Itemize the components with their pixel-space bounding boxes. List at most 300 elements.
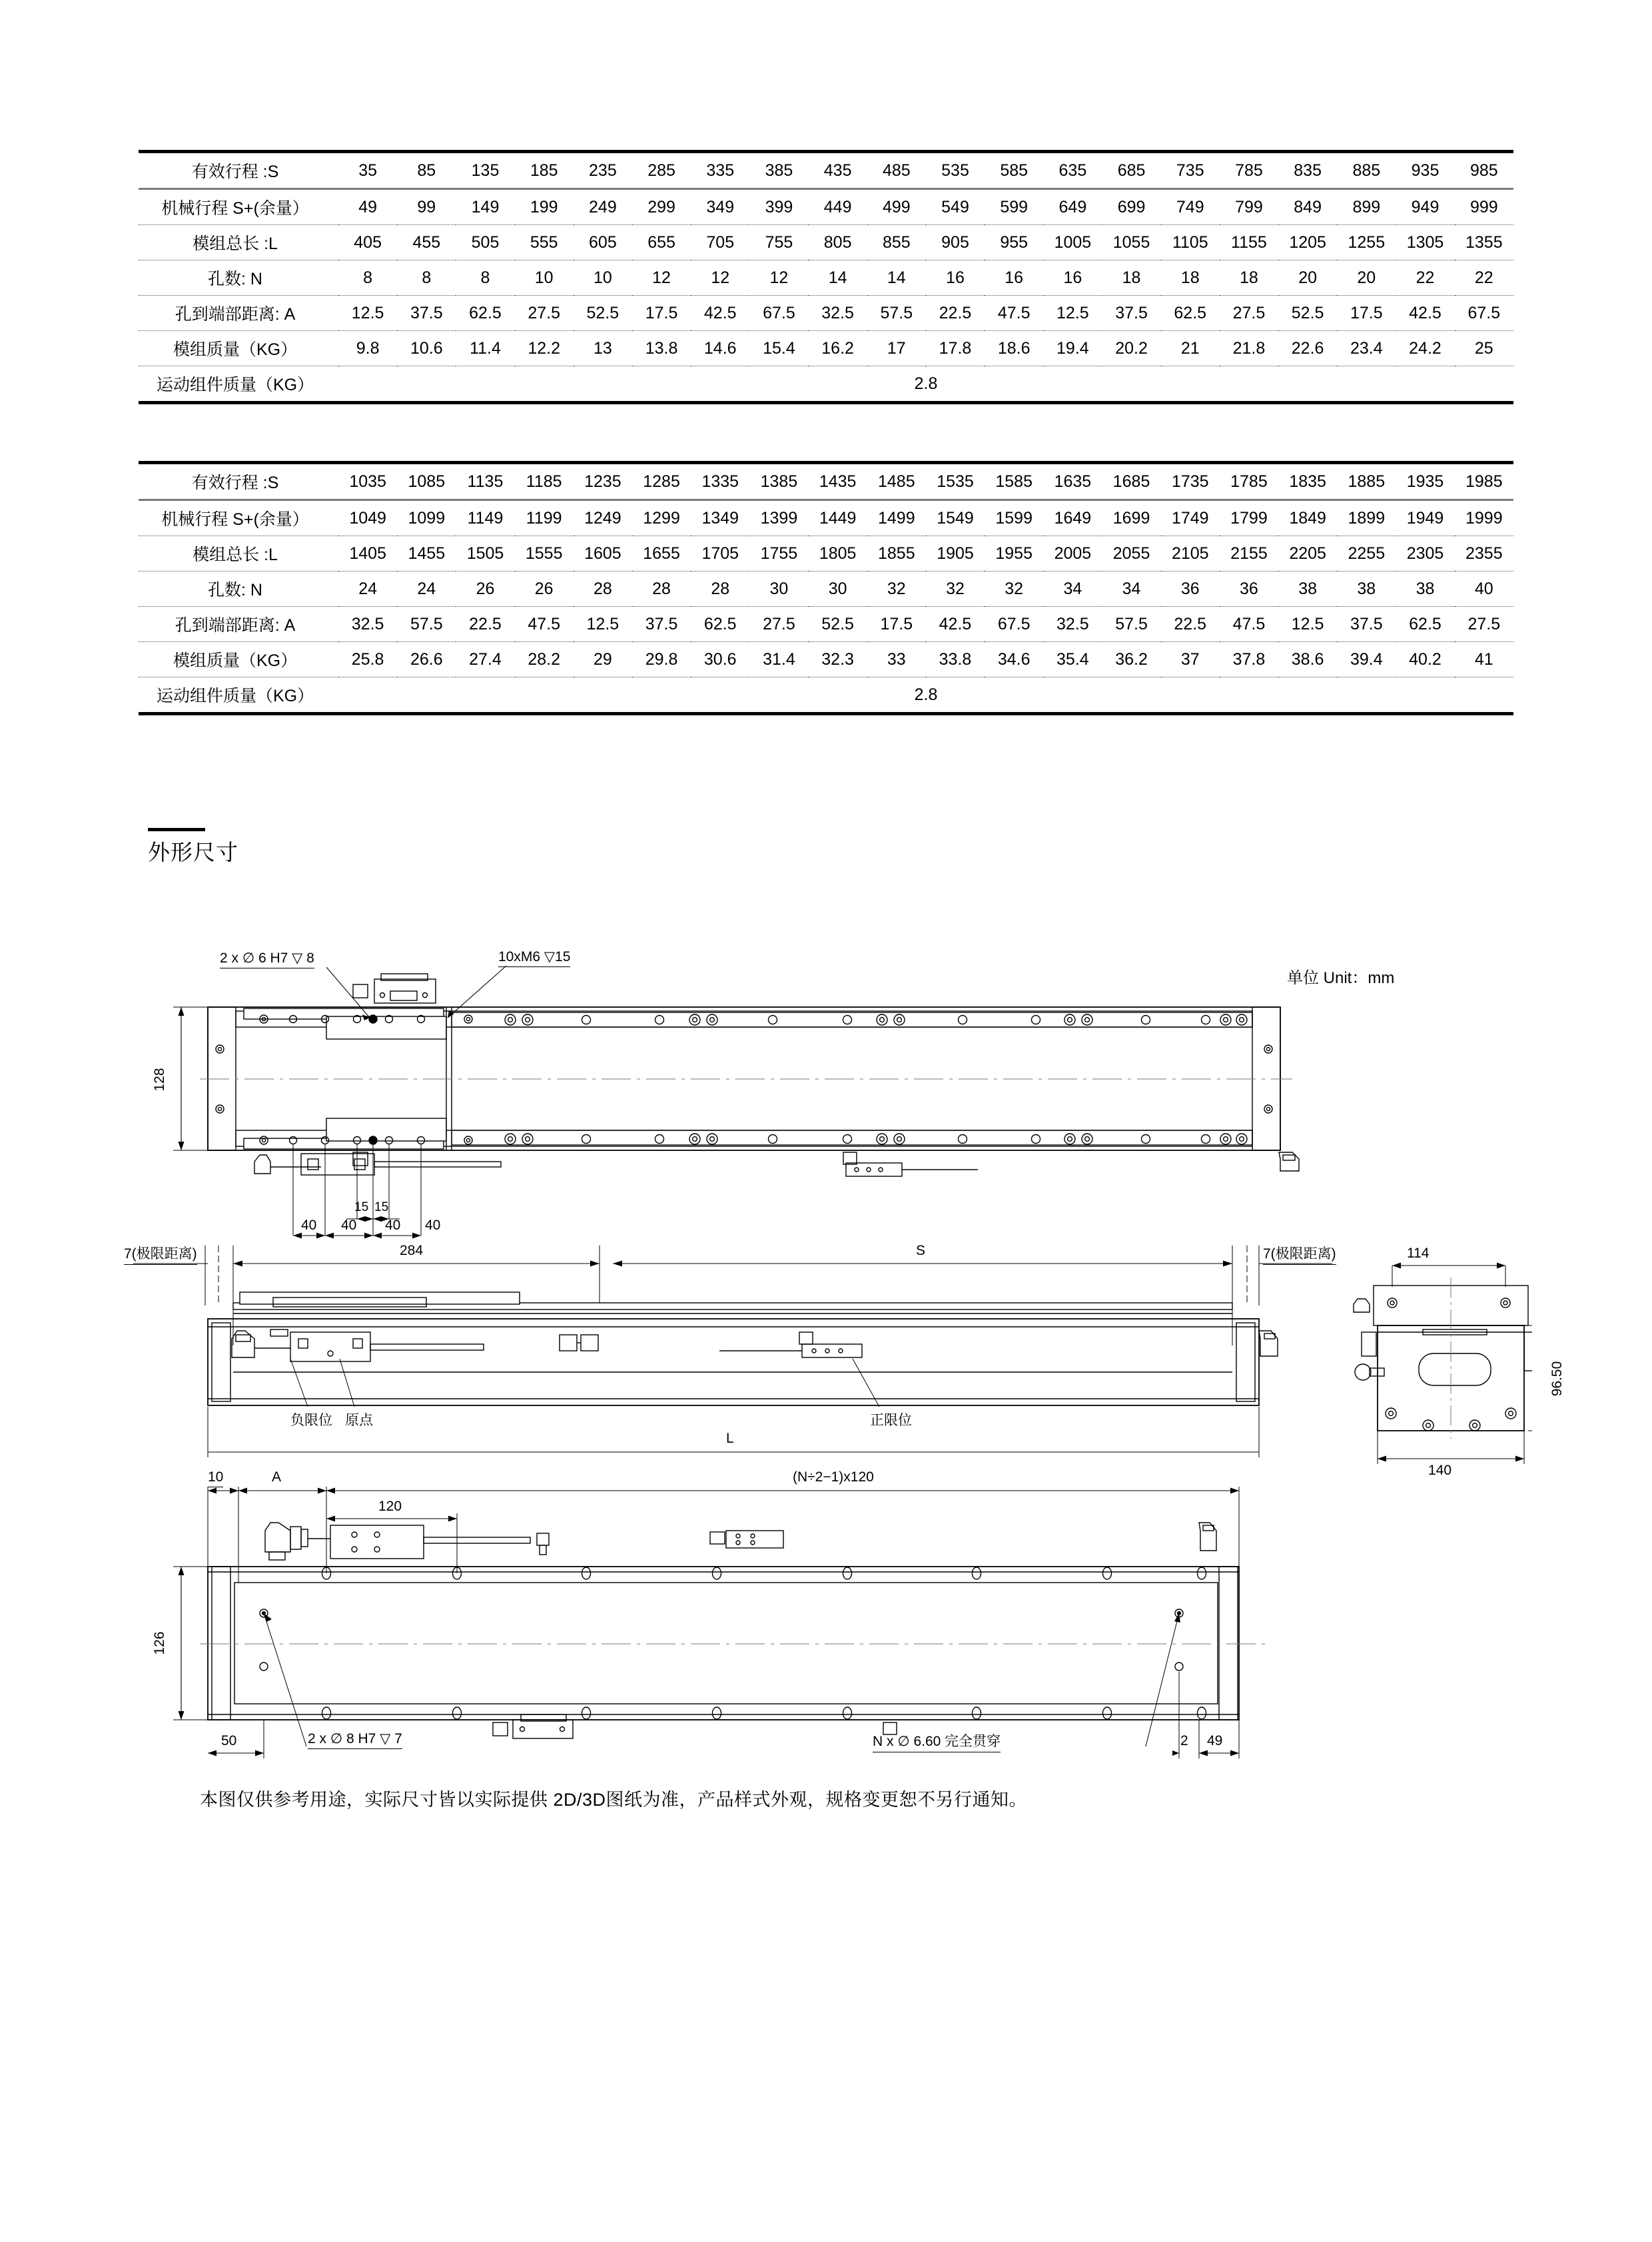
cell: 22 (1474, 268, 1493, 287)
cell: 1605 (584, 544, 621, 563)
cell: 435 (823, 161, 852, 180)
cell: 1849 (1289, 508, 1326, 528)
table-row (139, 536, 1513, 571)
cell: 20 (1357, 268, 1376, 287)
cell: 485 (882, 161, 911, 180)
cell: 655 (647, 232, 675, 252)
cell: 1035 (349, 472, 386, 491)
cell: 32.5 (1056, 614, 1089, 633)
cell: 1585 (995, 472, 1032, 491)
cell: 685 (1117, 161, 1146, 180)
cell: 955 (1000, 232, 1029, 252)
cell: 17.5 (1350, 303, 1383, 322)
cell: 30.6 (703, 649, 737, 669)
cell: 799 (1235, 197, 1263, 216)
cell: 635 (1058, 161, 1087, 180)
engineering-drawing (124, 933, 1565, 1765)
table-row (139, 331, 1513, 366)
row-label: 有效行程 :S (191, 474, 279, 492)
cell: 1905 (937, 544, 974, 563)
cell: 1199 (526, 508, 562, 528)
cell: 12 (769, 268, 789, 287)
cell: 1549 (937, 508, 974, 528)
cell: 40 (1474, 579, 1493, 598)
cell: 12.5 (586, 614, 620, 633)
cell: 57.5 (1115, 614, 1148, 633)
dim-96-50: 96.50 (1549, 1361, 1565, 1397)
table-row (139, 152, 1513, 189)
cell: 16.2 (821, 338, 854, 358)
cell: 28.2 (528, 649, 561, 669)
cell: 22.5 (1174, 614, 1207, 633)
cell: 555 (530, 232, 558, 252)
dim-15-left: 15 (354, 1200, 369, 1214)
cell: 31.4 (763, 649, 795, 669)
cell: 16 (1063, 268, 1082, 287)
cell: 10 (534, 268, 554, 287)
cell: 1735 (1171, 472, 1209, 491)
cell: 749 (1176, 197, 1204, 216)
cell: 1885 (1348, 472, 1386, 491)
cell: 32 (887, 579, 906, 598)
spec-table-upper (139, 150, 1513, 404)
cell: 29 (593, 649, 612, 669)
cell: 1185 (526, 472, 562, 491)
cell: 849 (1294, 197, 1322, 216)
cell: 18.6 (997, 338, 1031, 358)
cell: 8 (422, 268, 432, 287)
cell: 62.5 (469, 303, 502, 322)
cell: 449 (823, 197, 852, 216)
cell: 36.2 (1115, 649, 1148, 669)
cell: 1999 (1465, 508, 1503, 528)
cell: 29.8 (645, 649, 678, 669)
cell: 52.5 (586, 303, 620, 322)
cell: 15.4 (763, 338, 795, 358)
row-label: 孔到端部距离: A (175, 616, 296, 635)
cell: 57.5 (880, 303, 913, 322)
cell: 1005 (1054, 232, 1092, 252)
cell: 2155 (1230, 544, 1268, 563)
cell: 1749 (1171, 508, 1209, 528)
cell: 12.2 (528, 338, 561, 358)
cell: 1249 (584, 508, 621, 528)
cell: 26.6 (410, 649, 443, 669)
cell: 1085 (408, 472, 446, 491)
cell: 2055 (1112, 544, 1150, 563)
cell: 24 (358, 579, 378, 598)
cell: 32 (946, 579, 965, 598)
unit-label: 单位 Unit：mm (1287, 969, 1395, 987)
table-row (139, 463, 1513, 500)
cell: 1649 (1054, 508, 1092, 528)
cell: 42.5 (703, 303, 737, 322)
cell: 885 (1352, 161, 1381, 180)
cell: 1405 (349, 544, 386, 563)
cell: 385 (765, 161, 793, 180)
cell: 16 (946, 268, 965, 287)
cell: 535 (941, 161, 969, 180)
dim-height-126: 126 (152, 1631, 167, 1655)
row-label: 模组总长 :L (193, 546, 278, 564)
cell: 16 (1005, 268, 1024, 287)
summary-value: 2.8 (914, 374, 938, 393)
table-row-summary (139, 366, 1513, 403)
row-label: 模组总长 :L (193, 234, 278, 253)
cell: 8 (480, 268, 490, 287)
cell: 1935 (1406, 472, 1444, 491)
cell: 99 (417, 197, 436, 216)
cell: 22.5 (469, 614, 502, 633)
dim-height-128: 128 (152, 1068, 167, 1092)
cell: 27.4 (469, 649, 502, 669)
cell: 405 (354, 232, 382, 252)
dim-pitch-40-4: 40 (425, 1218, 441, 1233)
cell: 335 (706, 161, 735, 180)
cell: 835 (1294, 161, 1322, 180)
cell: 32.3 (821, 649, 854, 669)
cell: 18 (1180, 268, 1200, 287)
summary-value: 2.8 (914, 685, 938, 704)
cell: 38.6 (1291, 649, 1324, 669)
cell: 1499 (878, 508, 915, 528)
cell: 1049 (349, 508, 386, 528)
cell: 26 (476, 579, 495, 598)
cell: 34 (1063, 579, 1082, 598)
table-row (139, 260, 1513, 296)
callout-thread-top: 10xM6 ▽15 (498, 948, 570, 967)
cell: 33 (887, 649, 906, 669)
cell: 905 (941, 232, 969, 252)
cell: 1305 (1406, 232, 1444, 252)
cell: 299 (647, 197, 675, 216)
cell: 1635 (1054, 472, 1092, 491)
cell: 1505 (466, 544, 504, 563)
row-label: 模组质量（KG） (173, 340, 298, 359)
cell: 499 (882, 197, 911, 216)
cell: 62.5 (1174, 303, 1207, 322)
cell: 199 (530, 197, 558, 216)
cell: 755 (765, 232, 793, 252)
dim-15-right: 15 (374, 1200, 389, 1214)
row-label: 孔数: N (208, 581, 262, 599)
cell: 285 (647, 161, 675, 180)
cell: 20 (1298, 268, 1318, 287)
cell: 14 (887, 268, 906, 287)
table-row-summary (139, 677, 1513, 714)
cell: 1155 (1231, 232, 1267, 252)
cell: 18 (1240, 268, 1258, 287)
cell: 8 (363, 268, 373, 287)
cell: 1399 (760, 508, 798, 528)
row-label: 机械行程 S+(余量） (161, 510, 309, 529)
callout-dowel-top: 2 x ∅ 6 H7 ▽ 8 (220, 950, 314, 968)
dim-stroke-s: S (916, 1243, 926, 1258)
dim-114: 114 (1407, 1246, 1430, 1261)
cell: 27.5 (1467, 614, 1501, 633)
limit-distance-left: 7(极限距离) (124, 1243, 197, 1265)
cell: 22 (1416, 268, 1435, 287)
cell: 37.5 (1115, 303, 1148, 322)
cell: 10.6 (410, 338, 443, 358)
cell: 1299 (643, 508, 680, 528)
cell: 35.4 (1056, 649, 1089, 669)
cell: 455 (412, 232, 441, 252)
dim-hole-formula: (N÷2−1)x120 (793, 1469, 874, 1485)
cell: 32.5 (821, 303, 854, 322)
cell: 349 (706, 197, 735, 216)
cell: 17.5 (645, 303, 678, 322)
cell: 27.5 (763, 614, 795, 633)
cell: 1105 (1172, 232, 1208, 252)
cell: 28 (593, 579, 612, 598)
cell: 42.5 (939, 614, 972, 633)
cell: 13.8 (645, 338, 678, 358)
cell: 62.5 (1409, 614, 1442, 633)
table-row (139, 571, 1513, 607)
cell: 30 (769, 579, 789, 598)
cell: 22.6 (1291, 338, 1324, 358)
cell: 67.5 (997, 614, 1031, 633)
cell: 17.8 (939, 338, 972, 358)
cell: 649 (1058, 197, 1087, 216)
cell: 1685 (1112, 472, 1150, 491)
cell: 36 (1240, 579, 1258, 598)
row-label: 机械行程 S+(余量） (161, 199, 309, 218)
cell: 1055 (1112, 232, 1150, 252)
cell: 28 (652, 579, 671, 598)
table-row (139, 500, 1513, 536)
cell: 10 (593, 268, 612, 287)
cell: 38 (1357, 579, 1376, 598)
cell: 37.5 (1350, 614, 1383, 633)
cell: 14.6 (703, 338, 737, 358)
cell: 22.5 (939, 303, 972, 322)
cell: 185 (530, 161, 558, 180)
cell: 699 (1117, 197, 1146, 216)
cell: 12.5 (1056, 303, 1089, 322)
cell: 1099 (408, 508, 446, 528)
cell: 1899 (1348, 508, 1386, 528)
cell: 12.5 (351, 303, 384, 322)
cell: 36 (1180, 579, 1200, 598)
cell: 40.2 (1409, 649, 1442, 669)
cell: 935 (1411, 161, 1440, 180)
cell: 1599 (995, 508, 1032, 528)
cell: 47.5 (997, 303, 1031, 322)
cell: 235 (589, 161, 617, 180)
dim-length-l: L (726, 1431, 734, 1446)
cell: 12.5 (1291, 614, 1324, 633)
cell: 1349 (701, 508, 739, 528)
cell: 2355 (1465, 544, 1503, 563)
cell: 1949 (1406, 508, 1444, 528)
cell: 12 (711, 268, 730, 287)
cell: 28 (711, 579, 730, 598)
cell: 1455 (408, 544, 446, 563)
section-heading (148, 828, 238, 867)
dim-49: 49 (1207, 1733, 1223, 1748)
dim-140: 140 (1428, 1463, 1452, 1478)
table-row (139, 189, 1513, 225)
limit-distance-right: 7(极限距离) (1263, 1243, 1336, 1265)
row-label: 孔到端部距离: A (175, 305, 296, 324)
cell: 32 (1005, 579, 1024, 598)
cell: 1355 (1465, 232, 1503, 252)
label-positive-limit: 正限位 (870, 1413, 912, 1428)
cell: 599 (1000, 197, 1029, 216)
cell: 62.5 (703, 614, 737, 633)
table-row (139, 296, 1513, 331)
cell: 1955 (995, 544, 1032, 563)
cell: 1555 (525, 544, 563, 563)
cell: 24.2 (1409, 338, 1442, 358)
cell: 23.4 (1350, 338, 1383, 358)
cell: 549 (941, 197, 969, 216)
dim-pitch-40-2: 40 (341, 1218, 357, 1233)
cell: 25.8 (351, 649, 384, 669)
spec-table-lower (139, 461, 1513, 715)
cell: 1135 (467, 472, 504, 491)
cell: 18 (1122, 268, 1141, 287)
cell: 42.5 (1409, 303, 1442, 322)
label-negative-limit: 负限位 (290, 1413, 332, 1428)
callout-through-hole: N x ∅ 6.60 完全贯穿 (873, 1730, 1001, 1752)
cell: 52.5 (1291, 303, 1324, 322)
row-label: 孔数: N (208, 270, 262, 288)
cell: 67.5 (763, 303, 795, 322)
cell: 1835 (1289, 472, 1326, 491)
cell: 17 (887, 338, 906, 358)
cell: 855 (882, 232, 911, 252)
cell: 1485 (878, 472, 915, 491)
cell: 30 (828, 579, 847, 598)
cell: 57.5 (410, 614, 443, 633)
cell: 985 (1469, 161, 1498, 180)
cell: 735 (1176, 161, 1204, 180)
cell: 85 (417, 161, 436, 180)
cell: 47.5 (1232, 614, 1266, 633)
cell: 21 (1180, 338, 1200, 358)
cell: 1799 (1230, 508, 1268, 528)
cell: 1655 (643, 544, 680, 563)
cell: 49 (358, 197, 378, 216)
cell: 9.8 (356, 338, 380, 358)
table-row (139, 607, 1513, 642)
cell: 2255 (1348, 544, 1386, 563)
cell: 135 (471, 161, 500, 180)
cell: 149 (471, 197, 500, 216)
dim-a: A (272, 1469, 282, 1485)
cell: 12 (652, 268, 671, 287)
cell: 1235 (584, 472, 621, 491)
cell: 1699 (1112, 508, 1150, 528)
cell: 1705 (701, 544, 739, 563)
cell: 34.6 (997, 649, 1031, 669)
dim-2: 2 (1180, 1733, 1188, 1748)
cell: 21.8 (1232, 338, 1266, 358)
cell: 24 (417, 579, 436, 598)
cell: 41 (1474, 649, 1493, 669)
cell: 17.5 (880, 614, 913, 633)
cell: 27.5 (1232, 303, 1266, 322)
dim-pitch-40-3: 40 (385, 1218, 401, 1233)
cell: 805 (823, 232, 852, 252)
cell: 34 (1122, 579, 1141, 598)
cell: 39.4 (1350, 649, 1383, 669)
cell: 14 (828, 268, 847, 287)
cell: 47.5 (528, 614, 561, 633)
cell: 1149 (467, 508, 504, 528)
cell: 2205 (1289, 544, 1326, 563)
row-label: 运动组件质量（KG） (156, 687, 314, 705)
cell: 605 (589, 232, 617, 252)
cell: 249 (589, 197, 617, 216)
cell: 38 (1298, 579, 1318, 598)
cell: 26 (534, 579, 554, 598)
cell: 705 (706, 232, 735, 252)
cell: 38 (1416, 579, 1435, 598)
cell: 999 (1469, 197, 1498, 216)
dim-10: 10 (208, 1469, 223, 1487)
cell: 37 (1180, 649, 1200, 669)
cell: 1385 (760, 472, 798, 491)
cell: 899 (1352, 197, 1381, 216)
drawing-svg (133, 933, 1532, 1765)
cell: 1805 (819, 544, 857, 563)
dim-120: 120 (378, 1499, 402, 1514)
row-label: 运动组件质量（KG） (156, 376, 314, 394)
cell: 505 (471, 232, 500, 252)
cell: 20.2 (1115, 338, 1148, 358)
cell: 1785 (1230, 472, 1268, 491)
cell: 2305 (1406, 544, 1444, 563)
cell: 1755 (760, 544, 798, 563)
cell: 1335 (701, 472, 739, 491)
section-title: 外形尺寸 (148, 840, 238, 865)
cell: 1255 (1348, 232, 1386, 252)
cell: 1205 (1289, 232, 1326, 252)
cell: 1435 (819, 472, 857, 491)
label-origin: 原点 (345, 1413, 373, 1428)
cell: 37.5 (410, 303, 443, 322)
cell: 13 (593, 338, 612, 358)
cell: 1985 (1465, 472, 1503, 491)
dim-284: 284 (400, 1243, 424, 1258)
row-label: 有效行程 :S (191, 163, 279, 181)
footer-note: 本图仅供参考用途，实际尺寸皆以实际提供 2D/3D图纸为准，产品样式外观，规格变更恕不另行通知。 (200, 1790, 1028, 1810)
cell: 11.4 (470, 338, 501, 358)
callout-dowel-bottom: 2 x ∅ 8 H7 ▽ 7 (308, 1730, 402, 1749)
row-label: 模组质量（KG） (173, 651, 298, 670)
cell: 33.8 (939, 649, 972, 669)
cell: 37.8 (1232, 649, 1266, 669)
cell: 2005 (1054, 544, 1092, 563)
section-rule (148, 828, 205, 831)
cell: 1855 (878, 544, 915, 563)
cell: 585 (1000, 161, 1029, 180)
cell: 785 (1235, 161, 1263, 180)
cell: 1285 (643, 472, 680, 491)
cell: 27.5 (528, 303, 561, 322)
dim-pitch-40-1: 40 (301, 1218, 317, 1233)
cell: 19.4 (1056, 338, 1089, 358)
cell: 1535 (937, 472, 974, 491)
table-row (139, 642, 1513, 677)
cell: 25 (1474, 338, 1493, 358)
dim-50: 50 (221, 1733, 237, 1748)
cell: 37.5 (645, 614, 678, 633)
